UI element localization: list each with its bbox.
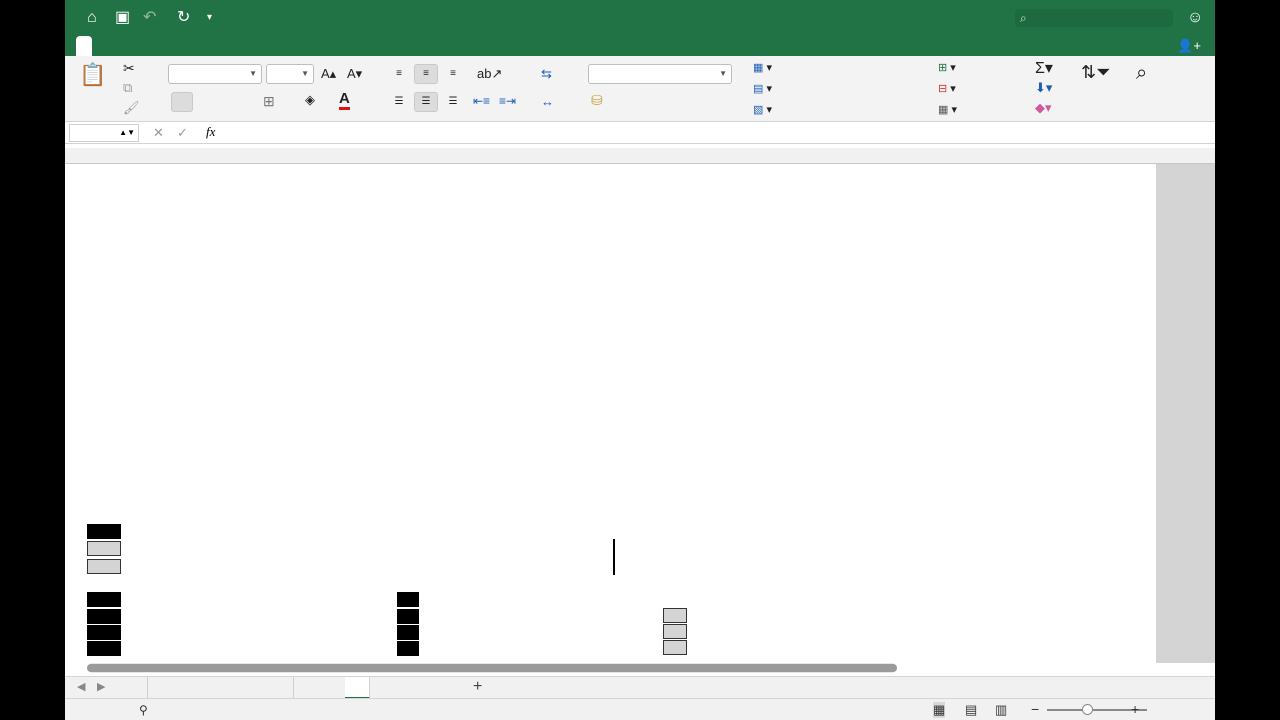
smiley-icon[interactable]: ☺	[1187, 9, 1204, 26]
transfer-box	[663, 624, 687, 639]
font-color-icon[interactable]: A	[339, 90, 350, 110]
increase-font-icon[interactable]: A▴	[321, 66, 337, 81]
chevron-down-icon: ▼	[719, 69, 727, 78]
borders-icon[interactable]: ⊞	[263, 93, 275, 109]
title-bar	[65, 0, 1215, 36]
table-icon: ▤	[753, 83, 767, 95]
find-icon[interactable]: ⌕	[1136, 62, 1148, 84]
tab-legal-hints[interactable]	[123, 677, 148, 699]
column-headers	[65, 148, 1215, 164]
holiday-box	[87, 641, 121, 656]
sheet-tabs-bar	[65, 676, 1215, 698]
ribbon-home	[65, 56, 1215, 122]
confirm-icon[interactable]: ✓	[177, 125, 188, 140]
orientation-icon[interactable]: ab↗	[477, 66, 503, 81]
home-icon[interactable]: ⌂	[87, 9, 97, 26]
format-painter-icon[interactable]: 🖌	[123, 100, 140, 115]
normal-view-icon[interactable]: ▦	[933, 702, 946, 717]
legend-box-weekend[interactable]	[87, 541, 121, 556]
tab-formulas[interactable]	[441, 36, 457, 56]
decrease-font-icon[interactable]: A▾	[347, 66, 363, 81]
transfer-box	[663, 608, 687, 623]
align-right-icon[interactable]: ☰	[448, 96, 458, 107]
tab-home[interactable]	[76, 36, 92, 56]
align-left-icon[interactable]: ☰	[394, 96, 404, 107]
delete-cells-icon: ⊟	[938, 83, 951, 95]
holiday-box	[87, 625, 121, 640]
increase-indent-icon[interactable]: ≡⇥	[499, 94, 517, 108]
holiday-box	[87, 609, 121, 624]
cut-icon[interactable]: ✂	[123, 60, 135, 76]
chevron-down-icon: ▼	[301, 69, 309, 78]
format-cells-icon: ▦	[938, 104, 952, 116]
add-sheet-icon[interactable]: +	[473, 678, 483, 695]
function-icon[interactable]: fx	[206, 124, 216, 139]
excel-window	[65, 0, 1215, 720]
fill-color-icon[interactable]: ◈	[305, 92, 315, 107]
wrap-text-icon[interactable]: ⇆	[541, 66, 552, 81]
share-icon: 👤+	[1177, 38, 1201, 53]
delete-cells-button[interactable]: ⊟ ▾	[938, 83, 956, 95]
tab-data[interactable]	[520, 36, 536, 56]
merge-icon[interactable]: ↔	[541, 94, 554, 109]
horizontal-scrollbar[interactable]	[87, 663, 897, 673]
ribbon-tabs	[65, 36, 1215, 56]
fill-icon[interactable]: ⬇▾	[1035, 80, 1053, 95]
holiday-box	[397, 641, 419, 656]
formula-bar	[65, 122, 1215, 144]
copy-icon[interactable]: ⧉	[123, 80, 133, 95]
chevron-down-icon: ▼	[249, 69, 257, 78]
tab-insert[interactable]	[145, 36, 161, 56]
clear-icon[interactable]: ◆▾	[1035, 100, 1052, 115]
align-bottom-icon[interactable]: ≡	[450, 68, 456, 79]
holiday-box	[397, 592, 419, 607]
cell-styles-button[interactable]: ▧ ▾	[753, 104, 772, 116]
tab-summary[interactable]	[269, 677, 294, 699]
holiday-box	[87, 592, 121, 607]
cell-styles-icon: ▧	[753, 104, 767, 116]
insert-cells-icon: ⊞	[938, 62, 951, 74]
format-as-table-button[interactable]: ▤ ▾	[753, 83, 772, 95]
search-input[interactable]	[1015, 9, 1173, 27]
decrease-indent-icon[interactable]: ⇤≡	[473, 94, 491, 108]
search-icon: ⌕	[1020, 11, 1027, 25]
holiday-box	[397, 609, 419, 624]
number-format-select[interactable]	[588, 64, 732, 84]
autosum-icon[interactable]: Σ▾	[1035, 60, 1053, 77]
zoom-slider-thumb[interactable]	[1082, 704, 1093, 715]
page-break-view-icon[interactable]: ▥	[995, 702, 1008, 717]
paste-icon[interactable]: 📋	[79, 62, 107, 87]
cancel-icon[interactable]: ✕	[153, 125, 164, 140]
share-button[interactable]	[1177, 36, 1201, 55]
font-name-select[interactable]	[168, 64, 262, 84]
conditional-formatting-button[interactable]: ▦ ▾	[753, 62, 772, 74]
redo-icon[interactable]: ↻	[177, 9, 191, 26]
chevron-down-icon: ▲▼	[119, 128, 135, 137]
name-box[interactable]	[69, 124, 139, 142]
tab-page-layout[interactable]	[303, 36, 319, 56]
save-icon[interactable]: ▣	[115, 9, 131, 26]
zoom-out-icon[interactable]: −	[1031, 701, 1040, 717]
align-top-icon[interactable]: ≡	[396, 68, 402, 79]
legend-box-transfer[interactable]	[87, 559, 121, 574]
accessibility-icon: ⚲	[139, 703, 148, 717]
tab-review[interactable]	[590, 36, 606, 56]
zoom-in-icon[interactable]: +	[1131, 701, 1140, 717]
next-sheet-icon[interactable]: ▶	[97, 681, 106, 693]
bold-button[interactable]	[171, 92, 193, 112]
sort-filter-icon[interactable]: ⇅⏷	[1081, 62, 1111, 82]
align-center-icon[interactable]: ☰	[414, 92, 438, 112]
legend-box-holiday	[87, 524, 121, 539]
conditional-formatting-icon: ▦	[753, 62, 767, 74]
font-size-select[interactable]	[266, 64, 314, 84]
page-layout-view-icon[interactable]: ▤	[965, 702, 978, 717]
transfer-box	[663, 640, 687, 655]
currency-icon[interactable]: ⛁	[591, 92, 603, 108]
note-divider	[613, 539, 615, 575]
status-bar	[65, 698, 1215, 720]
tab-view[interactable]	[711, 36, 727, 56]
prev-sheet-icon[interactable]: ◀	[77, 681, 86, 693]
insert-cells-button[interactable]: ⊞ ▾	[938, 62, 956, 74]
italic-button[interactable]	[196, 92, 218, 112]
holiday-box	[397, 625, 419, 640]
worksheet-grid[interactable]	[65, 148, 1215, 663]
accessibility-status[interactable]	[139, 703, 148, 717]
undo-icon[interactable]: ↶	[143, 9, 157, 26]
column-am-fill	[1156, 164, 1215, 663]
customize-icon[interactable]: ▾	[207, 12, 213, 23]
align-middle-icon[interactable]: ≡	[414, 64, 438, 84]
tab-schedule-analysis[interactable]	[345, 677, 370, 699]
tab-draw[interactable]	[215, 36, 231, 56]
underline-button[interactable]	[221, 92, 243, 112]
format-cells-button[interactable]: ▦ ▾	[938, 104, 957, 116]
scroll-thumb[interactable]	[87, 664, 897, 672]
